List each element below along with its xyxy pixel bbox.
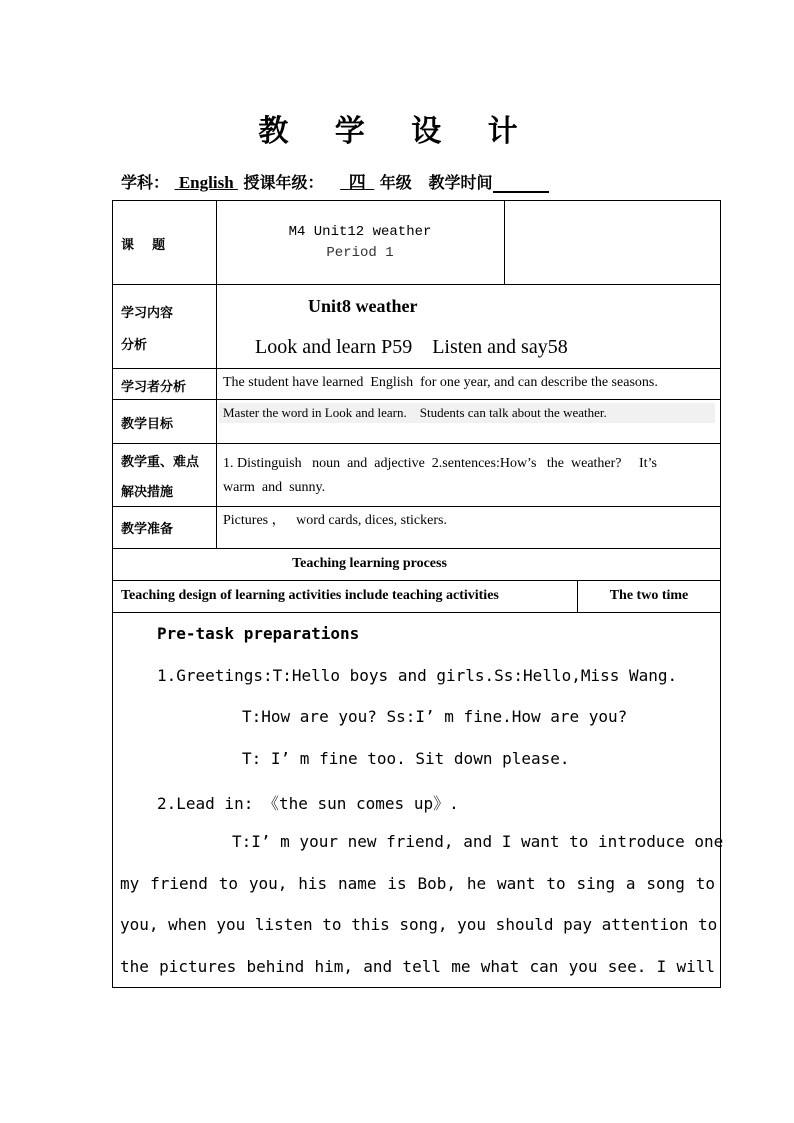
process-title: Teaching learning process (292, 556, 447, 571)
content-label: 学习内容 (121, 306, 174, 321)
subject-label: 学科： (121, 173, 170, 192)
learner-text: The student have learned English for one year, and can describe the seasons. (223, 375, 658, 390)
meta-line (121, 168, 549, 193)
content-line: 2.Lead in: 《the sun comes up》. (157, 794, 459, 813)
row-divider (112, 284, 721, 285)
document-title: 教 学 设 计 (258, 114, 536, 149)
row-divider (112, 399, 721, 400)
subject-value: English (178, 173, 234, 192)
goals-text: Master the word in Look and learn. Students can talk about the weather. (223, 405, 607, 420)
content-label-2: 分析 (121, 338, 148, 353)
keypoints-label-2: 解决措施 (121, 485, 174, 500)
row-divider (112, 368, 721, 369)
keypoints-line2: warm and sunny. (223, 480, 326, 495)
row-divider (112, 443, 721, 444)
grade-suffix: 年级 (379, 173, 412, 192)
content-line: T:I’ m your new friend, and I want to introduce one (232, 832, 724, 851)
keypoints-line1: 1. Distinguish noun and adjective 2.sentences:How’s the weather? It’s (223, 456, 657, 471)
content-line: the pictures behind him, and tell me what can you see. I will (120, 957, 715, 976)
content-line: T: I’ m fine too. Sit down please. (242, 749, 570, 768)
content-heading: Unit8 weather (308, 296, 418, 316)
row-divider (112, 580, 721, 581)
prep-label: 教学准备 (121, 522, 174, 537)
topic-label: 课 题 (121, 238, 166, 253)
content-line: you, when you listen to this song, you should pay attention to (120, 915, 718, 934)
row-divider (112, 612, 721, 613)
time-blank (493, 175, 549, 193)
process-col-left: Teaching design of learning activities include teaching activities (121, 588, 499, 603)
time-label: 教学时间 (428, 173, 493, 192)
goals-label: 教学目标 (121, 417, 174, 432)
learner-label: 学习者分析 (121, 380, 187, 395)
grade-label: 授课年级： (243, 173, 324, 192)
content-line: 1.Greetings:T:Hello boys and girls.Ss:Hello,Miss Wang. (157, 666, 678, 685)
row-divider (112, 548, 721, 549)
row-divider (112, 506, 721, 507)
topic-title: M4 Unit12 weather (288, 224, 432, 240)
keypoints-label: 教学重、难点 (121, 455, 200, 470)
content-line: T:How are you? Ss:I’ m fine.How are you? (242, 707, 628, 726)
topic-period: Period 1 (326, 245, 394, 261)
content-line: my friend to you, his name is Bob, he want to sing a song to (120, 874, 715, 893)
grade-value: 四 (348, 173, 366, 192)
content-detail: Look and learn P59 Listen and say58 (255, 336, 568, 358)
prep-text: Pictures ， word cards, dices, stickers. (223, 513, 447, 528)
process-col-right: The two time (609, 588, 689, 603)
column-divider (504, 200, 505, 284)
section-heading: Pre-task preparations (157, 624, 360, 643)
